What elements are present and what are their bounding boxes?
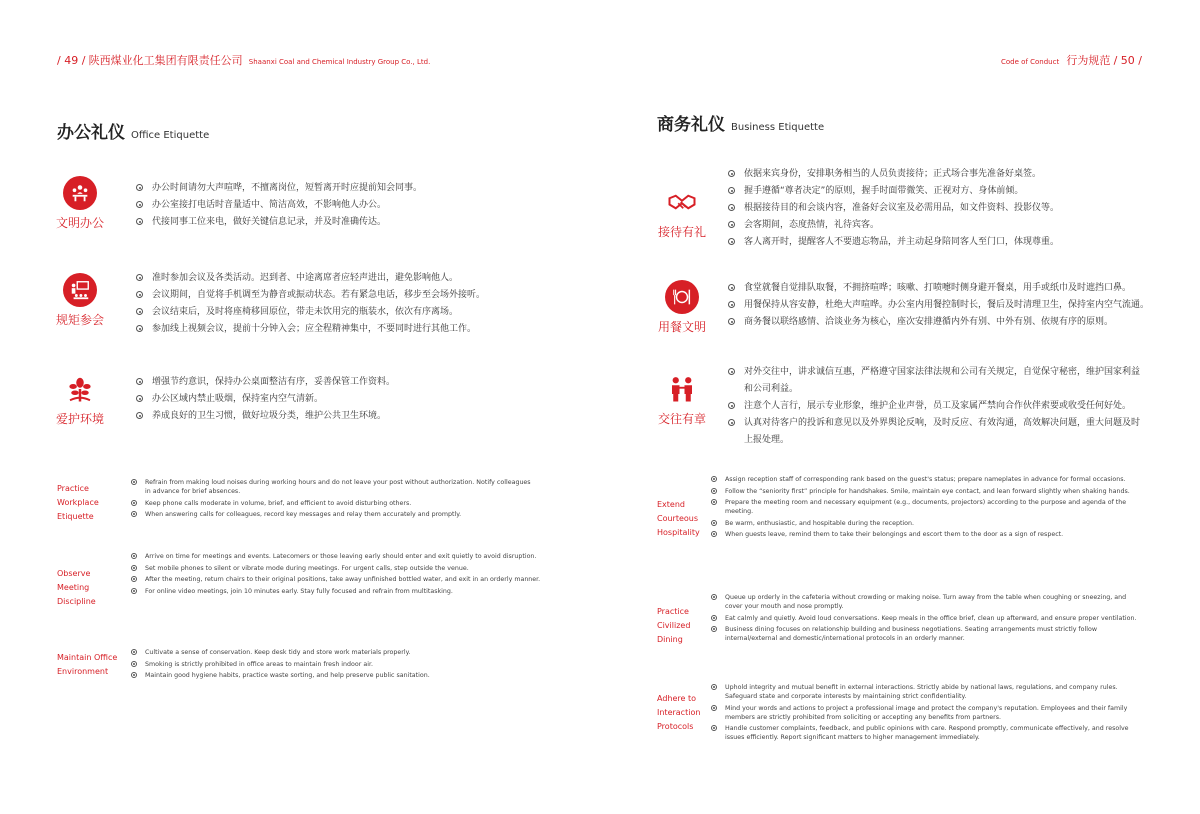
bullet-icon	[728, 318, 735, 325]
people-talk-icon	[665, 372, 699, 406]
business-group-list	[728, 166, 1148, 251]
business-group-list	[728, 280, 1168, 331]
bullet-icon	[136, 291, 143, 298]
list-item: Keep phone calls moderate in volume, brief, and efficient to avoid disturbing others.	[131, 499, 531, 508]
list-item: 养成良好的卫生习惯，做好垃圾分类，维护公共卫生环境。	[136, 408, 576, 425]
list-item: Queue up orderly in the cafeteria without crowding or making noise. Turn away from the table when coughing or sneezing, and cover your mouth and nose promptly.	[711, 593, 1141, 611]
office-title-cn: 办公礼仪	[57, 123, 125, 143]
bullet-icon	[136, 395, 143, 402]
list-item: 会议结束后，及时将座椅移回原位，带走未饮用完的瓶装水，依次有序离场。	[136, 304, 576, 321]
bullet-icon	[711, 531, 717, 537]
list-item: 对外交往中，讲求诚信互惠，严格遵守国家法律法规和公司有关规定，自觉保守秘密，维护国家利益和公司利益。	[728, 364, 1148, 398]
business-group-icon-block	[652, 185, 712, 240]
business-group-icon-block	[652, 372, 712, 427]
office-group-list	[136, 374, 576, 425]
bullet-icon	[711, 684, 717, 690]
company-name-en: Shaanxi Coal and Chemical Industry Group Co., Ltd.	[248, 58, 431, 66]
bullet-icon	[711, 488, 717, 494]
list-item: Mind your words and actions to project a professional image and protect the company's reputation. Employees and their family members are strictly prohibited from soliciting or accepting any benefits from partners.	[711, 704, 1141, 722]
bullet-icon	[711, 520, 717, 526]
business-en-heading: Practice Civilized Dining	[657, 607, 691, 644]
list-item: 办公区域内禁止吸烟，保持室内空气清新。	[136, 391, 576, 408]
list-item: Business dining focuses on relationship building and business negotiations. Seating arrangements must strictly follow internal/external and domestic/international protocols in an orderly manner.	[711, 625, 1141, 643]
doc-title-en: Code of Conduct	[1001, 58, 1060, 66]
office-group-label: 规矩参会	[55, 313, 104, 327]
office-group-icon-block	[50, 176, 110, 231]
list-item: 注意个人言行，展示专业形象，维护企业声誉，员工及家属严禁向合作伙伴索要或收受任何好处。	[728, 398, 1148, 415]
bullet-icon	[131, 553, 137, 559]
list-item: 食堂就餐自觉排队取餐，不拥挤喧哗；咳嗽、打喷嚏时侧身避开餐桌，用手或纸巾及时遮挡口鼻。	[728, 280, 1168, 297]
list-item: 参加线上视频会议，提前十分钟入会；应全程精神集中，不要同时进行其他工作。	[136, 321, 576, 338]
business-group-list	[728, 364, 1148, 449]
list-item: Eat calmly and quietly. Avoid loud conversations. Keep meals in the office brief, clean up afterward, and ensure proper ventilation.	[711, 614, 1141, 623]
office-en-list	[131, 648, 531, 683]
bullet-icon	[131, 479, 137, 485]
presentation-icon	[63, 273, 97, 307]
list-item: Refrain from making loud noises during working hours and do not leave your post without authorization. Notify colleagues in advance for brief absences.	[131, 478, 531, 496]
office-group-label: 爱护环境	[55, 412, 104, 426]
bullet-icon	[728, 221, 735, 228]
list-item: 依据来宾身份，安排职务相当的人员负责接待；正式场合事先准备好桌签。	[728, 166, 1148, 183]
doc-title-cn: 行为规范	[1066, 54, 1111, 67]
business-en-heading: Adhere to Interaction Protocols	[657, 694, 701, 731]
bullet-icon	[131, 576, 137, 582]
company-name-cn: 陕西煤业化工集团有限责任公司	[88, 54, 243, 67]
bullet-icon	[136, 378, 143, 385]
list-item: 办公室接打电话时音量适中、简洁高效，不影响他人办公。	[136, 197, 576, 214]
list-item: After the meeting, return chairs to their original positions, take away unfinished bottled water, and exit in an orderly manner.	[131, 575, 551, 584]
business-group-icon-block	[652, 280, 712, 335]
bullet-icon	[136, 218, 143, 225]
list-item: 办公时间请勿大声喧哗，不擅离岗位，短暂离开时应提前知会同事。	[136, 180, 576, 197]
list-item: Handle customer complaints, feedback, and public opinions with care. Respond promptly, communicate effectively, and resolve issues efficiently. Report significant matters to higher management immediately.	[711, 724, 1141, 742]
list-item: Maintain good hygiene habits, practice waste sorting, and help preserve public sanitation.	[131, 671, 531, 680]
bullet-icon	[711, 499, 717, 505]
list-item: Smoking is strictly prohibited in office areas to maintain fresh indoor air.	[131, 660, 531, 669]
list-item: 会议期间，自觉将手机调至为静音或振动状态。若有紧急电话，移步至会场外接听。	[136, 287, 576, 304]
bullet-icon	[711, 705, 717, 711]
bullet-icon	[711, 615, 717, 621]
bullet-icon	[131, 661, 137, 667]
office-group-icon-block	[50, 273, 110, 328]
business-title-en: Business Etiquette	[731, 122, 825, 133]
list-item: 代接同事工位来电，做好关键信息记录，并及时准确传达。	[136, 214, 576, 231]
list-item: Arrive on time for meetings and events. Latecomers or those leaving early should enter and exit quietly to avoid disruption.	[131, 552, 551, 561]
bullet-icon	[728, 187, 735, 194]
bullet-icon	[136, 274, 143, 281]
bullet-icon	[728, 204, 735, 211]
list-item: Uphold integrity and mutual benefit in external interactions. Strictly abide by national laws, regulations, and company rules. Safeguard state and corporate interests by maintaining strict confidentiality.	[711, 683, 1141, 701]
list-item: 增强节约意识，保持办公桌面整洁有序，妥善保管工作资料。	[136, 374, 576, 391]
business-en-list	[711, 475, 1141, 542]
dining-icon	[665, 280, 699, 314]
office-group-label: 文明办公	[55, 216, 104, 230]
bullet-icon	[136, 412, 143, 419]
bullet-icon	[131, 511, 137, 517]
list-item: When guests leave, remind them to take their belongings and escort them to the door as a sign of respect.	[711, 530, 1141, 539]
business-en-heading: Extend Courteous Hospitality	[657, 500, 700, 537]
bullet-icon	[711, 594, 717, 600]
list-item: Assign reception staff of corresponding rank based on the guest's status; prepare nameplates in advance for formal occasions.	[711, 475, 1141, 484]
list-item: Follow the “seniority first” principle for handshakes. Smile, maintain eye contact, and lean forward slightly when shaking hands.	[711, 487, 1141, 496]
bullet-icon	[131, 672, 137, 678]
right-page-number: / 50 /	[1113, 54, 1142, 67]
office-en-list	[131, 552, 551, 598]
list-item: For online video meetings, join 10 minutes early. Stay fully focused and refrain from multitasking.	[131, 587, 551, 596]
list-item: 商务餐以联络感情、洽谈业务为核心，座次安排遵循内外有别、中外有别、依规有序的原则。	[728, 314, 1168, 331]
bullet-icon	[131, 565, 137, 571]
list-item: Prepare the meeting room and necessary equipment (e.g., documents, projectors) according to the purpose and agenda of the meeting.	[711, 498, 1141, 516]
bullet-icon	[728, 419, 735, 426]
bullet-icon	[136, 325, 143, 332]
list-item: Be warm, enthusiastic, and hospitable during the reception.	[711, 519, 1141, 528]
office-en-list	[131, 478, 531, 522]
business-en-list	[711, 683, 1141, 745]
list-item: 握手遵循“尊者决定”的原则，握手时面带微笑、正视对方、身体前倾。	[728, 183, 1148, 200]
bullet-icon	[131, 500, 137, 506]
tree-icon	[63, 372, 97, 406]
office-group-list	[136, 270, 576, 338]
business-group-label: 接待有礼	[657, 225, 706, 239]
bullet-icon	[711, 725, 717, 731]
header-left	[57, 52, 430, 68]
header-right	[1001, 52, 1142, 68]
list-item: 根据接待目的和会谈内容，准备好会议室及必需用品，如文件资料、投影仪等。	[728, 200, 1148, 217]
bullet-icon	[131, 588, 137, 594]
list-item: 客人离开时，提醒客人不要遗忘物品，并主动起身陪同客人至门口，体现尊重。	[728, 234, 1148, 251]
list-item: Cultivate a sense of conservation. Keep desk tidy and store work materials properly.	[131, 648, 531, 657]
office-en-heading: Practice Workplace Etiquette	[57, 484, 99, 521]
bullet-icon	[728, 301, 735, 308]
bullet-icon	[728, 402, 735, 409]
bullet-icon	[728, 238, 735, 245]
bullet-icon	[728, 284, 735, 291]
business-title-cn: 商务礼仪	[657, 115, 725, 135]
office-group-icon-block	[50, 372, 110, 427]
list-item: When answering calls for colleagues, record key messages and relay them accurately and promptly.	[131, 510, 531, 519]
list-item: 会客期间，态度热情，礼待宾客。	[728, 217, 1148, 234]
handshake-icon	[665, 185, 699, 219]
list-item: 准时参加会议及各类活动。迟到者、中途离席者应轻声进出，避免影响他人。	[136, 270, 576, 287]
left-page-number: / 49 /	[57, 54, 86, 67]
bullet-icon	[728, 170, 735, 177]
bullet-icon	[711, 476, 717, 482]
list-item: 认真对待客户的投诉和意见以及外界舆论反响，及时反应、有效沟通，高效解决问题，重大问题及时上报处理。	[728, 415, 1148, 449]
business-en-list	[711, 593, 1141, 646]
list-item: Set mobile phones to silent or vibrate mode during meetings. For urgent calls, step outside the venue.	[131, 564, 551, 573]
office-en-heading: Maintain Office Environment	[57, 653, 118, 676]
bullet-icon	[711, 626, 717, 632]
bullet-icon	[136, 308, 143, 315]
bullet-icon	[728, 368, 735, 375]
business-group-label: 交往有章	[657, 412, 706, 426]
office-group-list	[136, 180, 576, 231]
bullet-icon	[131, 649, 137, 655]
office-title-en: Office Etiquette	[131, 130, 210, 141]
office-en-heading: Observe Meeting Discipline	[57, 569, 96, 606]
business-section-title	[657, 110, 824, 135]
office-section-title	[57, 118, 209, 143]
list-item: 用餐保持从容安静，杜绝大声喧哗。办公室内用餐控制时长，餐后及时清理卫生，保持室内空气流通。	[728, 297, 1168, 314]
business-group-label: 用餐文明	[657, 320, 706, 334]
bullet-icon	[136, 184, 143, 191]
meeting-people-icon	[63, 176, 97, 210]
bullet-icon	[136, 201, 143, 208]
